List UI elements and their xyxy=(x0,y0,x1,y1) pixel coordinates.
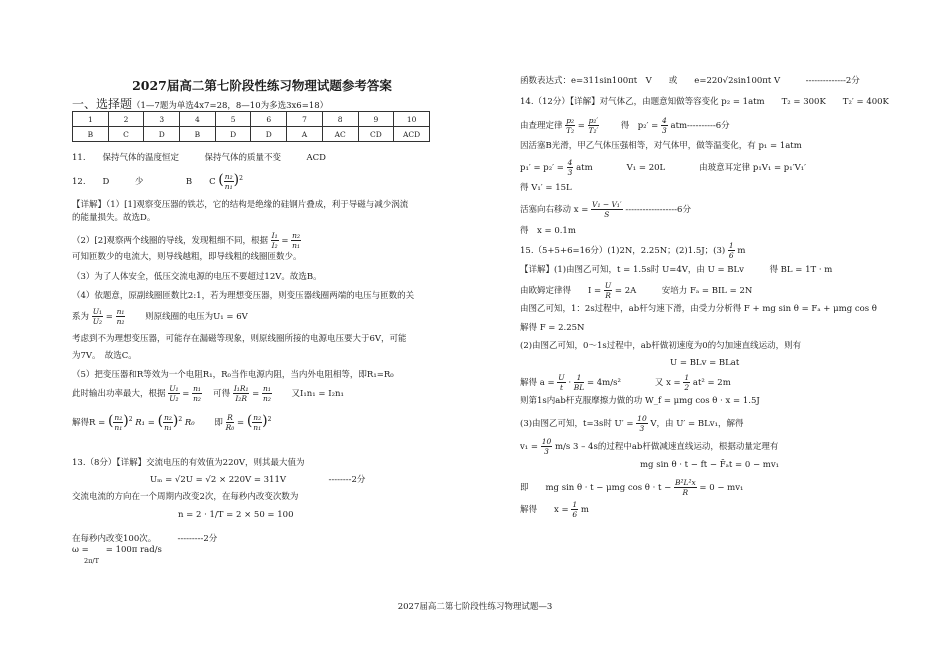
r-line-12: 由图乙可知，1：2s过程中，ab杆匀速下滑，由受力分析得 F + mg sin θ = Fₐ + μmg cos θ xyxy=(520,304,877,314)
answer-q12 xyxy=(72,172,243,191)
fraction-numerator: n₂ xyxy=(224,172,233,181)
answer-q13: 13.（8分）【详解】交流电压的有效值为220V，则其最大值为 xyxy=(72,458,305,468)
r-line-18-text: (3)由图乙可知，t=3s时 U′ = xyxy=(520,419,634,429)
detail-4c: 则原线圈的电压为U₁ = 6V xyxy=(128,312,248,322)
fraction xyxy=(565,116,575,135)
fraction-numerator: B²L²x xyxy=(674,478,696,487)
detail-5d: 又I₁n₁ = I₂n₁ xyxy=(274,389,344,399)
fraction-numerator: p₂′ xyxy=(588,116,599,125)
table-cell: 3 xyxy=(144,112,180,127)
detail-4d: 考虑到不为理想变压器，可能存在漏磁等现象，则原线圈所接的电源电压要大于6V，可能 xyxy=(72,334,407,344)
fraction-denominator: n₁ xyxy=(114,423,123,432)
r-line-21b: = 0 − mv₁ xyxy=(699,483,744,493)
detail-5f: 即 xyxy=(197,418,223,428)
fraction xyxy=(636,414,648,433)
table-cell: D xyxy=(215,127,251,142)
table-cell: 6 xyxy=(251,112,287,127)
answer-q12-text: 12. D 少 B C xyxy=(72,177,216,187)
exponent: 2 xyxy=(267,416,272,424)
fraction xyxy=(728,241,735,260)
detail-2-text: （2）[2]观察两个线圈的导线，发现粗细不同，根据 xyxy=(72,236,268,246)
r-line-3: 由查理定律 $\frac{\text{p₂}}{\text{T₂}}$ = $\frac{\text{p₂′}}{\text{T₂′}}$ 得 p₂′ = $\frac{4}{3}$ atm----------6分 xyxy=(520,116,730,135)
fraction xyxy=(557,373,565,392)
r-line-4: 因活塞B光滑，甲乙气体压强相等，对气体甲，做等温变化，有 p₁ = 1atm xyxy=(520,141,802,151)
r-line-21 xyxy=(520,478,743,497)
fraction-denominator: 3 xyxy=(662,126,667,135)
fraction-numerator: R xyxy=(227,413,233,422)
r-line-15: U = BLv = BLat xyxy=(670,358,740,368)
fraction-numerator: U₁ xyxy=(92,307,103,316)
fraction-denominator: 2 xyxy=(684,383,690,392)
math-text: R₀ xyxy=(184,418,195,428)
fraction-denominator: n₂ xyxy=(263,394,271,403)
fraction-numerator: U xyxy=(558,373,565,382)
fraction-numerator: 10 xyxy=(637,414,647,423)
detail-4: （4）依题意，原副线圈匝数比2:1，若为理想变压器，则变压器线圈两端的电压与匝数的关 xyxy=(72,291,415,301)
table-cell: 9 xyxy=(358,112,394,127)
exponent: 2 xyxy=(239,175,243,183)
fraction-denominator: U₂ xyxy=(169,394,179,403)
fraction xyxy=(163,413,173,432)
fraction-numerator: 1 xyxy=(572,500,578,509)
r-line-19b: m/s 3 – 4s的过程中ab杆做减速直线运动，根据动量定理有 xyxy=(555,442,779,452)
fraction-numerator: I₁ xyxy=(271,231,278,240)
fraction-numerator: n₂ xyxy=(253,413,262,422)
table-cell: B xyxy=(180,127,216,142)
answer-table-numbers-row xyxy=(73,112,430,127)
fraction-numerator: n₁ xyxy=(116,307,125,316)
fraction-denominator: R xyxy=(605,291,611,300)
fraction xyxy=(291,231,301,250)
r-line-5 xyxy=(520,158,806,177)
r-line-3b: 得 p₂′ = xyxy=(620,121,659,131)
r-line-22 xyxy=(520,500,589,519)
r-line-8: 得 x = 0.1m xyxy=(520,226,576,236)
fraction-denominator: n₁ xyxy=(292,241,301,250)
paren-right: ) xyxy=(233,172,240,188)
fraction-numerator: 1 xyxy=(684,373,690,382)
r-line-7 xyxy=(520,200,691,219)
paren-left: ( xyxy=(218,172,224,188)
fraction-numerator: n₂ xyxy=(114,413,123,422)
r-line-16b: = 4m/s² 又 x = xyxy=(586,378,681,388)
fraction-denominator: T₂′ xyxy=(588,126,599,135)
detail-1: 【详解】（1）[1]观察变压器的铁芯，它的结构是绝缘的硅钢片叠成，利于导磁与减少涡流 xyxy=(72,200,409,210)
r-line-16: 解得 a = $\frac{U}{t}$ · $\frac{1}{BL}$ = 4m/s² 又 x = $\frac{1}{2}$ at² = 2m xyxy=(520,373,731,392)
fraction xyxy=(567,158,574,177)
fraction-numerator: 1 xyxy=(728,241,734,250)
section-heading xyxy=(72,95,328,112)
fraction-denominator: 3 xyxy=(639,424,645,433)
r-line-14: (2)由图乙可知，0～1s过程中，ab杆做初速度为0的匀加速直线运动，则有 xyxy=(520,341,802,351)
q13-formula-1: Uₘ = √2U = √2 × 220V = 311V --------2分 xyxy=(150,475,366,485)
r-line-11-text: 由欧姆定律得 I = xyxy=(520,286,602,296)
r-line-5-text: p₁′ = p₂′ = xyxy=(520,163,564,173)
answer-q15-unit: m xyxy=(737,246,746,256)
detail-2b: 可知匝数少的电流大，则导线越粗，即导线粗的线圈匝数少。 xyxy=(72,252,302,262)
fraction-numerator: n₁ xyxy=(263,384,271,393)
fraction xyxy=(226,413,235,432)
fraction xyxy=(674,478,697,497)
table-cell: A xyxy=(287,127,323,142)
fraction xyxy=(661,116,668,135)
r-line-20: mg sin θ · t − ft − F̄ₐt = 0 − mv₁ xyxy=(640,460,780,470)
fraction-denominator: I₂ xyxy=(271,241,278,250)
fraction xyxy=(252,413,262,432)
fraction-numerator: 4 xyxy=(662,116,667,125)
fraction-numerator: 10 xyxy=(541,437,552,446)
fraction xyxy=(113,413,123,432)
detail-1b: 的能量损失。故选D。 xyxy=(72,213,156,223)
paren-right: ) xyxy=(262,413,268,429)
fraction xyxy=(271,231,279,250)
paren-left: ( xyxy=(107,413,114,429)
table-cell: 5 xyxy=(215,112,251,127)
fraction xyxy=(683,373,690,392)
fraction-denominator: R₀ xyxy=(225,423,235,432)
detail-5b: 此时输出功率最大，根据 $\frac{\text{U₁}}{\text{U₂}}$ = $\frac{\text{n₁}}{\text{n₂}}$ 可得 $\frac{\text{I₁R₁}}{\text{I₂R}}$ = $\frac{\text{n₁}}{\text{n₂}}$ 又I₁n₁ = I₂n₁ xyxy=(72,384,344,403)
table-cell: CD xyxy=(358,127,394,142)
r-line-5b: atm V₁ = 20L 由玻意耳定律 p₁V₁ = p₁′V₁′ xyxy=(576,163,807,173)
fraction-denominator: n₁ xyxy=(253,423,262,432)
fraction-denominator: R xyxy=(682,488,689,497)
paren-left: ( xyxy=(157,413,164,429)
fraction-denominator: I₂R xyxy=(235,394,247,403)
fraction xyxy=(92,307,103,326)
paren-right: ) xyxy=(172,413,179,429)
fraction xyxy=(571,500,578,519)
fraction xyxy=(262,384,272,403)
table-cell: ACD xyxy=(394,127,430,142)
fraction-numerator: n₂ xyxy=(292,231,301,240)
page-title: 2027届高二第七阶段性练习物理试题参考答案 xyxy=(132,78,392,93)
r-line-16-text: 解得 a = xyxy=(520,378,555,388)
table-cell: AC xyxy=(322,127,358,142)
fraction-numerator: 4 xyxy=(567,158,573,167)
table-cell: D xyxy=(251,127,287,142)
fraction xyxy=(192,384,202,403)
r-line-22-text: 解得 x = xyxy=(520,505,569,515)
fraction-denominator: n₂ xyxy=(116,317,125,326)
paren-left: ( xyxy=(246,413,253,429)
fraction-denominator: 6 xyxy=(572,510,578,519)
table-cell: 10 xyxy=(394,112,430,127)
r-line-3-text: 由查理定律 xyxy=(520,121,563,131)
fraction-denominator: n₁ xyxy=(224,182,233,191)
table-cell: 2 xyxy=(108,112,144,127)
fraction xyxy=(591,200,623,219)
fraction xyxy=(574,373,585,392)
fraction-numerator: p₂ xyxy=(566,116,575,125)
r-line-11 xyxy=(520,281,752,300)
table-cell: C xyxy=(108,127,144,142)
r-line-21-text: 即 mg sin θ · t − μmg cos θ · t − xyxy=(520,483,672,493)
r-line-10: 【详解】(1)由图乙可知，t = 1.5s时 U=4V，由 U = BLv 得 BL = 1T · m xyxy=(520,265,833,275)
detail-5e-text: 解得R = xyxy=(72,418,106,428)
r-line-7b: ------------------6分 xyxy=(625,205,691,215)
fraction-denominator: S xyxy=(604,210,610,219)
detail-4b-text: 系为 xyxy=(72,312,90,322)
r-line-17: 则第1s内ab杆克服摩擦力做的功 W_f = μmg cos θ · x = 1.5J xyxy=(520,396,760,406)
detail-5e: 解得R = ( $\frac{\text{n₂}}{\text{n₁}}$ )$^2$ R₁ = ( $\frac{\text{n₂}}{\text{n₁}}$ )$^2$ R₀ 即 $\frac{R}{\text{R₀}}$ = ( $\frac{\text{n₂}}{\text{n₁}}$ )$^2$ xyxy=(72,413,272,432)
page-footer: 2027届高二第七阶段性练习物理试题—3 xyxy=(397,602,553,612)
r-line-16c: at² = 2m xyxy=(692,378,731,388)
math-text: R₁ xyxy=(135,418,146,428)
paren-right: ) xyxy=(123,413,129,429)
table-cell: 8 xyxy=(322,112,358,127)
table-cell: 7 xyxy=(287,112,323,127)
detail-5: （5）把变压器和R等效为一个电阻R₁，R₀当作电源内阻，当内外电阻相等，即R₁=R₀ xyxy=(72,370,394,380)
q13-formula-2: n = 2 · 1/T = 2 × 50 = 100 xyxy=(178,510,294,520)
fraction-denominator: U₂ xyxy=(92,317,103,326)
detail-4e: 为7V。 故选C。 xyxy=(72,351,137,361)
exponent: 2 xyxy=(178,416,183,424)
detail-4b: 系为 $\frac{\text{U₁}}{\text{U₂}}$ = $\frac{\text{n₁}}{\text{n₂}}$ 则原线圈的电压为U₁ = 6V xyxy=(72,307,248,326)
fraction-denominator: T₂ xyxy=(566,126,575,135)
fraction xyxy=(604,281,612,300)
answer-q15-text: 15.（5+5+6=16分）(1)2N，2.25N；(2)1.5J；(3) xyxy=(520,246,726,256)
fraction-numerator: 1 xyxy=(574,373,585,383)
detail-5b-text: 此时输出功率最大，根据 xyxy=(72,389,166,399)
fraction-numerator: U xyxy=(604,281,612,290)
r-line-11b: = 2A 安培力 Fₐ = BIL = 2N xyxy=(614,286,753,296)
r-line-18b: V，由 U′ = BLv₁，解得 xyxy=(650,419,744,429)
detail-2: （2）[2]观察两个线圈的导线，发现粗细不同，根据 $\frac{\text{I₁}}{\text{I₂}}$ = $\frac{\text{n₂}}{\text{n₁}}$ xyxy=(72,231,301,250)
exponent: 2 xyxy=(128,416,133,424)
r-line-1: 函数表达式：e=311sin100πt V 或 e=220√2sin100πt V --------------2分 xyxy=(520,76,860,86)
answer-table xyxy=(72,111,430,142)
fraction-denominator: 3 xyxy=(544,447,549,456)
fraction-numerator: I₁R₁ xyxy=(233,384,249,393)
fraction-denominator: n₁ xyxy=(164,423,172,432)
fraction-denominator: t xyxy=(559,383,563,392)
r-line-22b: m xyxy=(580,505,589,515)
fraction-denominator: n₂ xyxy=(193,394,201,403)
q13-formula-3: ω = = 100π rad/s xyxy=(72,545,162,555)
detail-5c: 可得 xyxy=(204,389,231,399)
fraction-denominator: 6 xyxy=(728,251,734,260)
r-line-6: 得 V₁′ = 15L xyxy=(520,183,572,193)
fraction xyxy=(116,307,126,326)
fraction-numerator: n₁ xyxy=(193,384,201,393)
r-line-13: 解得 F = 2.25N xyxy=(520,323,585,333)
fraction-denominator: BL xyxy=(573,383,585,392)
fraction-denominator: 3 xyxy=(567,168,573,177)
table-cell: D xyxy=(144,127,180,142)
answer-q14: 14.（12分）【详解】对气体乙，由题意知做等容变化 p₂ = 1atm T₂ = 300K T₂′ = 400K xyxy=(520,97,889,107)
table-cell: 4 xyxy=(180,112,216,127)
r-line-18 xyxy=(520,414,743,433)
fraction xyxy=(233,384,250,403)
r-line-19-text: v₁ = xyxy=(520,442,539,452)
answer-table-answers-row xyxy=(73,127,430,142)
fraction xyxy=(224,172,234,191)
table-cell: B xyxy=(73,127,109,142)
detail-3: （3）为了人体安全，低压交流电源的电压不要超过12V。故选B。 xyxy=(72,272,322,282)
fraction-numerator: n₂ xyxy=(164,413,172,422)
fraction xyxy=(588,116,600,135)
fraction-numerator: U₁ xyxy=(169,384,179,393)
answer-q11: 11. 保持气体的温度恒定 保持气体的质量不变 ACD xyxy=(72,153,326,163)
fraction xyxy=(168,384,179,403)
q13-omega-fraction: 2π/T xyxy=(84,557,99,565)
table-cell: 1 xyxy=(73,112,109,127)
q13-text-2: 交流电流的方向在一个周期内改变2次，在每秒内改变次数为 xyxy=(72,492,299,502)
fraction-numerator: V₁ − V₁′ xyxy=(592,200,622,209)
q13-text-3: 在每秒内改变100次。 ---------2分 xyxy=(72,534,218,544)
answer-q15 xyxy=(520,241,745,260)
r-line-3c: atm----------6分 xyxy=(670,121,730,131)
section-note: （1—7题为单选4x7=28，8—10为多选3x6=18） xyxy=(132,101,329,111)
section-heading-label: 一、选择题 xyxy=(72,97,133,111)
fraction xyxy=(541,437,553,456)
r-line-7-text: 活塞向右移动 x = xyxy=(520,205,589,215)
r-line-19 xyxy=(520,437,778,456)
